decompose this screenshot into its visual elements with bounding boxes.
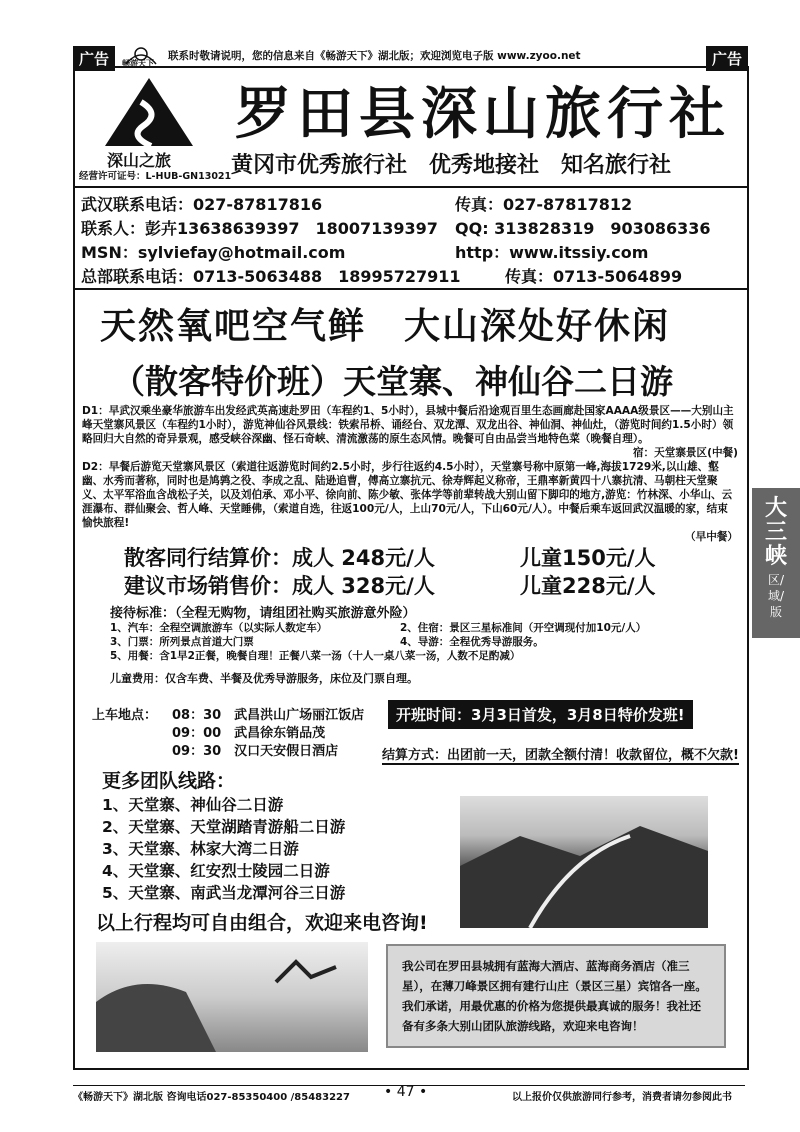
itinerary-day2: D2：早餐后游览天堂寨风景区（索道往返游览时间约2.5小时，步行往返约4.5小时），天堂寨号称中原第一峰,海拔1729米,以山雄、壑幽、水秀而著称，同时也是鸠鹑之役、李成之乱、陆逊追曹，傅高立寨抗元、徐寿辉起义称帝，王鼎率新黄四十八寨抗清、马朝柱天堂聚义、太平军浴血含战松子关，以及刘伯承、邓小平、徐向前、陈少敏、张体学等前辈转战大别山留下脚印的地方,游览：竹林深、小华山、云涯瀑布、群仙聚会、哲人峰、天堂睡佛，（索道自选，往返100元/人，上山70元/人，下山60元/人）。中餐后乘车返回武汉温暖的家，结束愉快旅程! bbox=[82, 461, 733, 529]
msn-address: MSN：sylviefay@hotmail.com bbox=[81, 243, 346, 262]
company-banner bbox=[73, 66, 749, 188]
standard-item-1: 1、汽车：全程空调旅游车（以实际人数定车） bbox=[110, 622, 328, 634]
route-item[interactable]: 3、天堂寨、林家大湾二日游 bbox=[102, 840, 299, 858]
footer-right: 以上报价仅供旅游同行参考，消费者请勿参阅此书 bbox=[512, 1092, 732, 1103]
promo-text: 我公司在罗田县城拥有蓝海大酒店、蓝海商务酒店（准三星），在薄刀峰景区拥有建行山庄（景区三星）宾馆各一座。我们承诺，用最优惠的价格为您提供最真诚的服务！我社还备有多条大别山团队旅游线路，欢迎来电咨询！ bbox=[402, 959, 707, 1033]
company-name: 罗田县深山旅行社 bbox=[235, 81, 731, 147]
website-link[interactable]: http：www.itssiy.com bbox=[455, 243, 649, 262]
route-item[interactable]: 1、天堂寨、神仙谷二日游 bbox=[102, 796, 284, 814]
standard-item-4: 4、导游：全程优秀导游服务。 bbox=[400, 636, 544, 648]
price-trade-child: 儿童150元/人 bbox=[520, 546, 656, 570]
price-trade: 散客同行结算价：成人 248元/人 bbox=[124, 546, 435, 570]
standard-item-5: 5、用餐：含1早2正餐，晚餐自理！正餐八菜一汤（十人一桌八菜一汤，人数不足酌减） bbox=[110, 650, 521, 662]
side-tab-title: 大三峡 bbox=[764, 495, 787, 569]
boarding-time-1: 08：30 武昌洪山广场丽江饭店 bbox=[172, 708, 365, 723]
route-item[interactable]: 5、天堂寨、南武当龙潭河谷三日游 bbox=[102, 884, 346, 902]
price-retail-child: 儿童228元/人 bbox=[520, 574, 656, 598]
company-logo bbox=[103, 76, 195, 170]
boarding-label: 上车地点： bbox=[92, 708, 158, 723]
standards-title: 接待标准：（全程无购物，请组团社购买旅游意外险） bbox=[110, 606, 416, 621]
boarding-time-2: 09：00 武昌徐东销品茂 bbox=[172, 726, 326, 741]
license-number: 经营许可证号：L-HUB-GN13021 bbox=[79, 171, 232, 182]
region-side-tab[interactable] bbox=[752, 488, 800, 638]
contact-block bbox=[73, 186, 749, 290]
child-fee-note: 儿童费用：仅含车费、半餐及优秀导游服务，床位及门票自理。 bbox=[110, 672, 418, 685]
side-tab-sub: 区/域/版 bbox=[768, 573, 785, 619]
itinerary-day1-stay: 宿：天堂寨景区(中餐) bbox=[632, 447, 738, 459]
route-item[interactable]: 4、天堂寨、红安烈士陵园二日游 bbox=[102, 862, 330, 880]
headline-1: 天然氧吧空气鲜 大山深处好休闲 bbox=[100, 305, 671, 347]
pine-cliff-photo bbox=[96, 942, 368, 1052]
itinerary-day1: D1：早武汉乘坐豪华旅游车出发经武英高速赴罗田（车程约1、5小时），县城中餐后沿途观百里生态画廊赴国家AAAA级景区——大别山主峰天堂寨风景区（车程约1小时），游览神仙谷风景线：铁索吊桥、诵经台、双龙潭、双龙出谷、神仙洞、神仙灶，（游览时间约1.5小时）领略回归大自然的奇异景观，感受峡谷深幽、怪石奇峡、清流激荡的原生态风情。晚餐可自由品尝当地特色菜（晚餐自理）。 bbox=[82, 405, 734, 445]
ad-tag-right: 广告 bbox=[706, 46, 748, 71]
payment-terms: 结算方式：出团前一天，团款全额付清！收款留位，概不欠款! bbox=[382, 744, 739, 765]
fax-hq: 传真：0713-5064899 bbox=[505, 267, 683, 286]
price-retail: 建议市场销售价：成人 328元/人 bbox=[124, 574, 435, 598]
header-notice: 联系时敬请说明，您的信息来自《畅游天下》湖北版；欢迎浏览电子版 www.zyoo.net bbox=[168, 50, 581, 62]
ad-tag-left: 广告 bbox=[73, 46, 115, 71]
brand-mini-text: 畅游天下 bbox=[122, 59, 154, 68]
company-slogan: 黄冈市优秀旅行社 优秀地接社 知名旅行社 bbox=[231, 152, 672, 178]
route-item[interactable]: 2、天堂寨、天堂湖踏青游船二日游 bbox=[102, 818, 346, 836]
itinerary bbox=[82, 404, 738, 544]
boarding-time-3: 09：30 汉口天安假日酒店 bbox=[172, 744, 339, 759]
headline-2: （散客特价班）天堂寨、神仙谷二日游 bbox=[112, 362, 673, 401]
brand-mini-logo bbox=[120, 42, 162, 68]
standard-item-2: 2、住宿：景区三星标准间（开空调现付加10元/人） bbox=[400, 622, 647, 634]
hq-phone: 总部联系电话：0713-5063488 18995727911 bbox=[81, 267, 461, 286]
fax-wuhan: 传真：027-87817812 bbox=[455, 195, 633, 214]
wuhan-phone: 武汉联系电话：027-87817816 bbox=[81, 195, 323, 214]
promo-box bbox=[386, 944, 726, 1048]
departure-schedule: 开班时间：3月3日首发，3月8日特价发班! bbox=[388, 700, 693, 729]
route-list bbox=[102, 794, 345, 904]
combo-note: 以上行程均可自由组合，欢迎来电咨询! bbox=[96, 912, 428, 934]
qq-numbers: QQ: 313828319 903086336 bbox=[455, 219, 711, 238]
logo-caption: 深山之旅 bbox=[107, 151, 172, 170]
mountain-path-photo bbox=[460, 796, 708, 928]
contact-person: 联系人：彭卉13638639397 18007139397 bbox=[81, 219, 438, 238]
itinerary-day2-meals: （早中餐） bbox=[685, 531, 738, 543]
standard-item-3: 3、门票：所列景点首道大门票 bbox=[110, 636, 254, 648]
footer-left: 《畅游天下》湖北版 咨询电话027-85350400 /85483227 bbox=[73, 1092, 350, 1103]
page-number: • 47 • bbox=[384, 1084, 428, 1100]
more-routes-title: 更多团队线路： bbox=[102, 770, 236, 792]
